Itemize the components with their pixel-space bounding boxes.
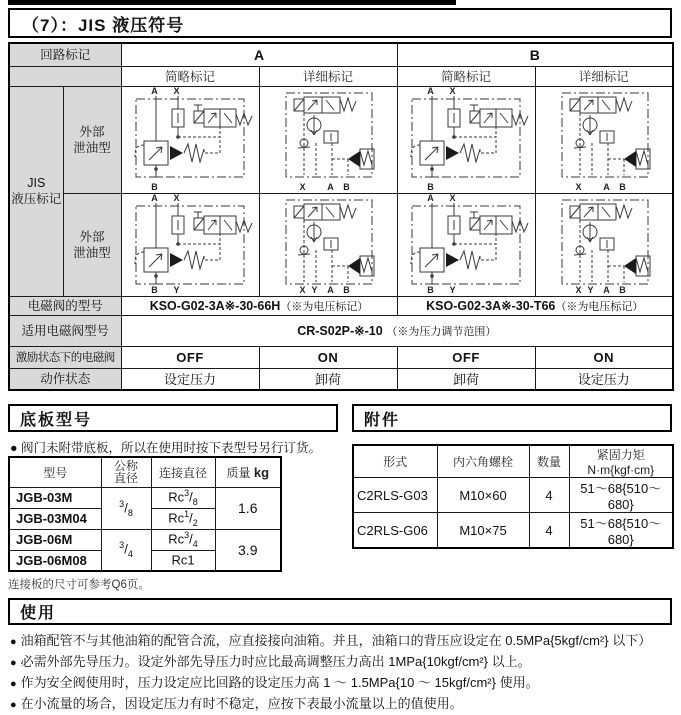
- sub-header-detail-a: 详细标记: [259, 66, 397, 86]
- energized-value: ON: [535, 346, 673, 368]
- drain-type-label: 外部 泄油型: [63, 86, 121, 193]
- jis-mark-label: JIS 液压标记: [9, 86, 63, 296]
- torque-cell: 51～68{510～680}: [569, 513, 673, 549]
- bullet-icon: ●: [10, 699, 17, 711]
- diagram-cell-a-simple-2: [121, 193, 259, 296]
- hydraulic-diagram: [536, 194, 673, 295]
- col-header-nominal: 公称 直径: [101, 457, 151, 487]
- energized-value: OFF: [397, 346, 535, 368]
- col-header-qty: 数量: [529, 445, 569, 478]
- circuit-mark-label: 回路标记: [9, 43, 121, 66]
- port-label: X: [575, 285, 582, 295]
- solenoid-model-a: KSO-G02-3A※-30-66H（※为电压标记）: [121, 296, 397, 315]
- diagram-cell-a-detail-1: [259, 86, 397, 193]
- port-label: B: [619, 182, 626, 192]
- usage-bullet-text: 必需外部先导压力。设定外部先导压力时应比最高调整压力高出 1MPa{10kgf/cm²} 以上。: [20, 654, 531, 669]
- base-plate-footnote: 连接板的尺寸可参考Q6页。: [8, 579, 150, 591]
- accessories-table: [352, 444, 674, 549]
- port-label: A: [151, 193, 158, 203]
- model-cell: JGB-03M04: [9, 508, 101, 529]
- bolt-cell: M10×75: [437, 513, 529, 549]
- port-label: A: [427, 86, 434, 96]
- port-label: A: [603, 182, 610, 192]
- base-plate-note: ● 阀门未附带底板，所以在使用时按下表型号另行订货。: [10, 441, 322, 455]
- page-title: （7）：JIS 液压符号: [8, 8, 672, 38]
- jis-symbol-table: [8, 42, 674, 391]
- type-cell: C2RLS-G03: [353, 478, 437, 513]
- model-cell: JGB-03M: [9, 487, 101, 508]
- connection-cell: $Rc^3/_8$: [151, 487, 215, 508]
- applicable-model-row-label: 适用电磁阀型号: [9, 315, 121, 346]
- port-label: Y: [173, 285, 180, 295]
- drain-type-label: 外部 泄油型: [63, 193, 121, 296]
- nominal-cell: $^3/_8$: [101, 487, 151, 529]
- port-label: X: [449, 193, 456, 203]
- port-label: B: [427, 182, 434, 192]
- usage-bullet: [10, 694, 678, 715]
- diagram-cell-b-simple-1: [397, 86, 535, 193]
- bolt-cell: M10×60: [437, 478, 529, 513]
- action-row-label: 动作状态: [9, 368, 121, 390]
- port-label: X: [299, 182, 306, 192]
- col-header-model: 型号: [9, 457, 101, 487]
- action-value: 卸荷: [259, 368, 397, 390]
- torque-cell: 51～68{510～680}: [569, 478, 673, 513]
- accessories-section-title: 附件: [352, 404, 672, 432]
- port-label: B: [151, 285, 158, 295]
- diagram-cell-a-detail-2: [259, 193, 397, 296]
- diagram-cell-b-detail-2: [535, 193, 673, 296]
- qty-cell: 4: [529, 478, 569, 513]
- col-header-connection: 连接直径: [151, 457, 215, 487]
- port-label: Y: [449, 285, 456, 295]
- port-label: B: [343, 285, 350, 295]
- col-header-bolt: 内六角螺栓: [437, 445, 529, 478]
- solenoid-model-b: KSO-G02-3A※-30-T66（※为电压标记）: [397, 296, 673, 315]
- bullet-icon: ●: [10, 636, 17, 648]
- sub-header-simple-a: 简略标记: [121, 66, 259, 86]
- hydraulic-diagram: [398, 87, 535, 192]
- hydraulic-diagram: [260, 87, 397, 192]
- port-label: A: [327, 285, 334, 295]
- port-label: X: [173, 86, 180, 96]
- port-label: Y: [587, 285, 594, 295]
- connection-cell: Rc1: [151, 550, 215, 571]
- column-a-header: A: [121, 43, 397, 66]
- usage-bullet: [10, 673, 678, 694]
- connection-cell: $Rc^3/_4$: [151, 529, 215, 550]
- port-label: B: [619, 285, 626, 295]
- usage-bullet-text: 在小流量的场合，因设定压力有时不稳定，应按下表最小流量以上的值使用。: [20, 696, 463, 711]
- port-label: X: [449, 86, 456, 96]
- usage-bullet-text: 油箱配管不与其他油箱的配管合流，应直接接向油箱。并且，油箱口的背压应设定在 0.5MPa{5kgf/cm²} 以下）: [20, 633, 652, 648]
- col-header-type: 形式: [353, 445, 437, 478]
- energized-value: OFF: [121, 346, 259, 368]
- port-label: B: [343, 182, 350, 192]
- usage-bullet: [10, 652, 678, 673]
- usage-section-title: 使用: [8, 598, 672, 625]
- usage-notes: [10, 631, 678, 715]
- diagram-cell-b-simple-2: [397, 193, 535, 296]
- base-plate-section-title: 底板型号: [8, 404, 338, 432]
- sub-header-simple-b: 简略标记: [397, 66, 535, 86]
- qty-cell: 4: [529, 513, 569, 549]
- usage-bullet-text: 作为安全阀使用时，压力设定应比回路的设定压力高 1 ～ 1.5MPa{10 ～ 15kgf/cm²} 使用。: [20, 675, 539, 690]
- solenoid-model-row-label: 电磁阀的型号: [9, 296, 121, 315]
- hydraulic-diagram: [122, 194, 259, 295]
- action-value: 设定压力: [535, 368, 673, 390]
- hydraulic-diagram: [260, 194, 397, 295]
- model-cell: JGB-06M08: [9, 550, 101, 571]
- base-plate-table: [8, 456, 282, 572]
- bullet-icon: ●: [10, 657, 17, 669]
- port-label: X: [575, 182, 582, 192]
- top-rule: [8, 0, 456, 5]
- bullet-icon: ●: [10, 678, 17, 690]
- col-header-mass: 质量 kg: [215, 457, 281, 487]
- usage-bullet: [10, 631, 678, 652]
- applicable-model-value: CR-S02P-※-10 （※为压力调节范围）: [121, 315, 673, 346]
- port-label: B: [427, 285, 434, 295]
- nominal-cell: $^3/_4$: [101, 529, 151, 571]
- action-value: 卸荷: [397, 368, 535, 390]
- type-cell: C2RLS-G06: [353, 513, 437, 549]
- port-label: X: [173, 193, 180, 203]
- port-label: A: [427, 193, 434, 203]
- diagram-cell-a-simple-1: [121, 86, 259, 193]
- hydraulic-diagram: [398, 194, 535, 295]
- column-b-header: B: [397, 43, 673, 66]
- port-label: A: [603, 285, 610, 295]
- connection-cell: $Rc^1/_2$: [151, 508, 215, 529]
- port-label: A: [151, 86, 158, 96]
- sub-header-detail-b: 详细标记: [535, 66, 673, 86]
- hydraulic-diagram: [122, 87, 259, 192]
- blank-cell: [9, 66, 121, 86]
- col-header-torque: 紧固力矩 N·m{kgf·cm}: [569, 445, 673, 478]
- model-cell: JGB-06M: [9, 529, 101, 550]
- port-label: A: [327, 182, 334, 192]
- port-label: Y: [311, 285, 318, 295]
- mass-cell: 3.9: [215, 529, 281, 571]
- energized-value: ON: [259, 346, 397, 368]
- action-value: 设定压力: [121, 368, 259, 390]
- hydraulic-diagram: [536, 87, 673, 192]
- port-label: X: [299, 285, 306, 295]
- mass-cell: 1.6: [215, 487, 281, 529]
- port-label: B: [151, 182, 158, 192]
- energized-row-label: 激励状态下的电磁阀: [9, 346, 121, 368]
- diagram-cell-b-detail-1: [535, 86, 673, 193]
